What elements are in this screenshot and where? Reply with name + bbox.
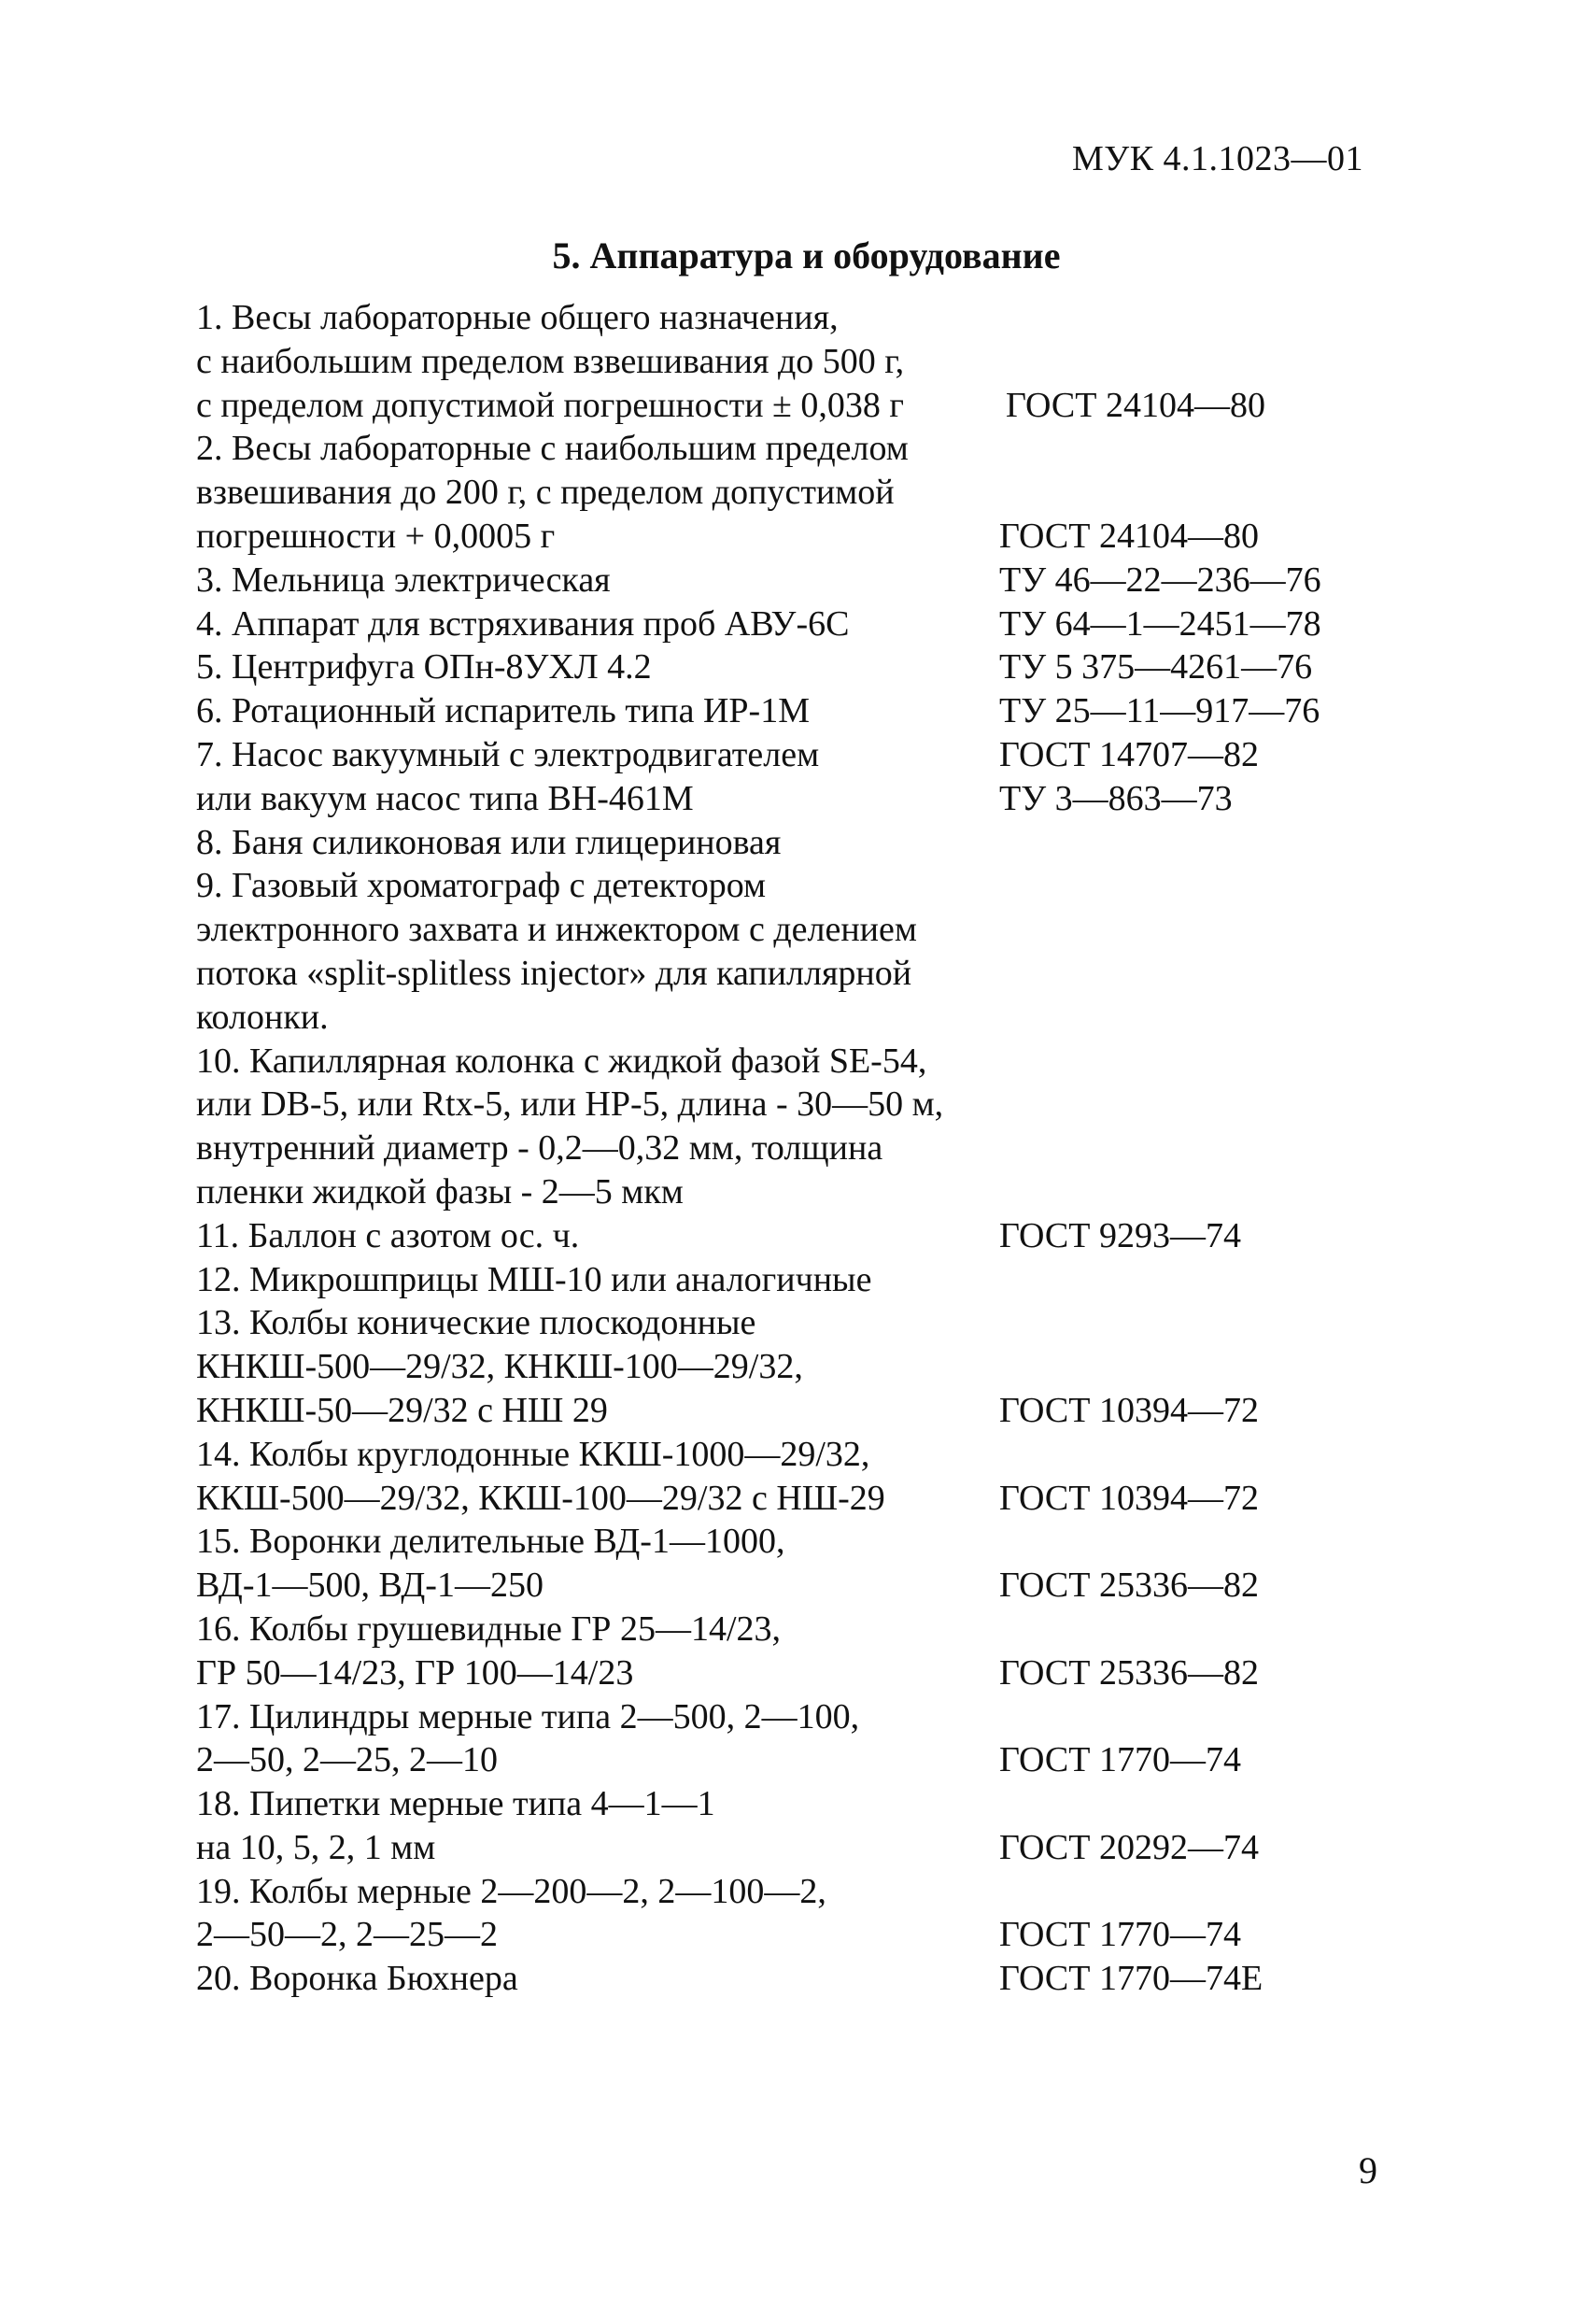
list-line: [196, 1957, 1401, 2001]
item-text: 9. Газовый хроматограф с детектором: [196, 866, 767, 906]
list-line: [196, 1301, 1401, 1345]
item-text: 5. Центрифуга ОПн-8УХЛ 4.2: [196, 647, 652, 687]
item-text: потока «split-splitless injector» для капиллярной: [196, 953, 912, 993]
list-line: [196, 1870, 1401, 1914]
item-text: или вакуум насос типа ВН-461М: [196, 778, 694, 818]
list-line: [196, 1738, 1401, 1782]
list-line: [196, 559, 1401, 602]
item-text: 13. Колбы конические плоскодонные: [196, 1303, 756, 1343]
item-text: или DB-5, или Rtx-5, или HP-5, длина - 30—50 м,: [196, 1084, 944, 1125]
item-text: КНКШ-50—29/32 с НШ 29: [196, 1390, 608, 1430]
standard-reference: ГОСТ 25336—82: [999, 1652, 1259, 1693]
standard-reference: ГОСТ 20292—74: [999, 1827, 1259, 1867]
item-text: 18. Пипетки мерные типа 4—1—1: [196, 1784, 715, 1824]
list-line: [196, 427, 1401, 471]
item-text: 3. Мельница электрическая: [196, 560, 611, 600]
standard-reference: ТУ 64—1—2451—78: [999, 603, 1321, 644]
standard-reference: ТУ 25—11—917—76: [999, 691, 1320, 731]
list-line: [196, 1782, 1401, 1826]
item-text: погрешности + 0,0005 г: [196, 516, 556, 556]
standard-reference: ГОСТ 14707—82: [999, 734, 1259, 774]
standard-reference: ТУ 5 375—4261—76: [999, 647, 1313, 687]
item-text: внутренний диаметр - 0,2—0,32 мм, толщина: [196, 1128, 883, 1169]
standard-reference: ГОСТ 10394—72: [999, 1478, 1259, 1518]
item-text: 8. Баня силиконовая или глицериновая: [196, 822, 782, 862]
standard-reference: ГОСТ 9293—74: [999, 1215, 1241, 1255]
standard-reference: ГОСТ 10394—72: [999, 1390, 1259, 1430]
list-line: [196, 645, 1401, 689]
list-line: [196, 1040, 1401, 1084]
item-text: 1. Весы лабораторные общего назначения,: [196, 298, 839, 337]
list-line: [196, 1389, 1401, 1433]
list-line: [196, 1608, 1401, 1651]
equipment-list: [196, 296, 1401, 2001]
list-line: [196, 1695, 1401, 1739]
list-line: [196, 1651, 1401, 1695]
list-line: [196, 1258, 1401, 1302]
item-text: 10. Капиллярная колонка с жидкой фазой SE-54,: [196, 1041, 927, 1081]
section-title: 5. Аппаратура и оборудование: [552, 234, 1061, 276]
item-text: 2. Весы лабораторные с наибольшим пределом: [196, 429, 909, 469]
item-text: 19. Колбы мерные 2—200—2, 2—100—2,: [196, 1871, 826, 1911]
item-text: ВД-1—500, ВД-1—250: [196, 1566, 543, 1606]
list-line: [196, 1477, 1401, 1521]
list-line: [196, 733, 1401, 777]
item-text: электронного захвата и инжектором с делением: [196, 910, 917, 950]
item-text: с наибольшим пределом взвешивания до 500 г,: [196, 341, 905, 381]
document-code: МУК 4.1.1023—01: [1072, 139, 1364, 178]
list-line: [196, 864, 1401, 908]
list-line: [196, 296, 1401, 340]
item-text: 6. Ротационный испаритель типа ИР-1М: [196, 691, 811, 731]
item-text: 2—50, 2—25, 2—10: [196, 1740, 498, 1780]
standard-reference: ТУ 3—863—73: [999, 778, 1233, 818]
list-line: [196, 952, 1401, 996]
item-text: 2—50—2, 2—25—2: [196, 1915, 498, 1955]
item-text: с пределом допустимой погрешности ± 0,038 г: [196, 385, 904, 425]
list-line: [196, 1564, 1401, 1608]
item-text: КНКШ-500—29/32, КНКШ-100—29/32,: [196, 1347, 803, 1387]
item-text: 11. Баллон с азотом ос. ч.: [196, 1215, 580, 1255]
list-line: [196, 1214, 1401, 1258]
list-line: [196, 1083, 1401, 1127]
item-text: пленки жидкой фазы - 2—5 мкм: [196, 1171, 684, 1212]
item-text: колонки.: [196, 997, 329, 1037]
item-text: 17. Цилиндры мерные типа 2—500, 2—100,: [196, 1696, 860, 1736]
item-text: 12. Микрошприцы МШ-10 или аналогичные: [196, 1259, 872, 1299]
page-number: 9: [1359, 2149, 1377, 2191]
item-text: 14. Колбы круглодонные ККШ-1000—29/32,: [196, 1434, 870, 1474]
list-line: [196, 340, 1401, 384]
list-line: [196, 777, 1401, 821]
standard-reference: ГОСТ 24104—80: [1006, 385, 1265, 425]
list-line: [196, 515, 1401, 559]
list-line: [196, 1433, 1401, 1477]
list-line: [196, 1826, 1401, 1870]
standard-reference: ГОСТ 24104—80: [999, 516, 1259, 556]
list-line: [196, 821, 1401, 865]
item-text: 16. Колбы грушевидные ГР 25—14/23,: [196, 1608, 781, 1649]
item-text: на 10, 5, 2, 1 мм: [196, 1827, 436, 1867]
list-line: [196, 602, 1401, 646]
list-line: [196, 996, 1401, 1040]
list-line: [196, 384, 1401, 428]
item-text: 20. Воронка Бюхнера: [196, 1959, 518, 1999]
item-text: 4. Аппарат для встряхивания проб АВУ-6С: [196, 603, 850, 644]
list-line: [196, 689, 1401, 733]
list-line: [196, 1170, 1401, 1214]
item-text: взвешивания до 200 г, с пределом допустимой: [196, 473, 895, 513]
list-line: [196, 471, 1401, 515]
item-text: 7. Насос вакуумный с электродвигателем: [196, 734, 820, 774]
standard-reference: ГОСТ 1770—74: [999, 1915, 1241, 1955]
list-line: [196, 1345, 1401, 1389]
item-text: 15. Воронки делительные ВД-1—1000,: [196, 1522, 785, 1562]
list-line: [196, 908, 1401, 952]
standard-reference: ГОСТ 1770—74: [999, 1740, 1241, 1780]
item-text: ГР 50—14/23, ГР 100—14/23: [196, 1652, 634, 1693]
standard-reference: ТУ 46—22—236—76: [999, 560, 1321, 600]
standard-reference: ГОСТ 25336—82: [999, 1566, 1259, 1606]
item-text: ККШ-500—29/32, ККШ-100—29/32 с НШ-29: [196, 1478, 885, 1518]
list-line: [196, 1127, 1401, 1170]
list-line: [196, 1520, 1401, 1564]
list-line: [196, 1913, 1401, 1957]
standard-reference: ГОСТ 1770—74Е: [999, 1959, 1263, 1999]
